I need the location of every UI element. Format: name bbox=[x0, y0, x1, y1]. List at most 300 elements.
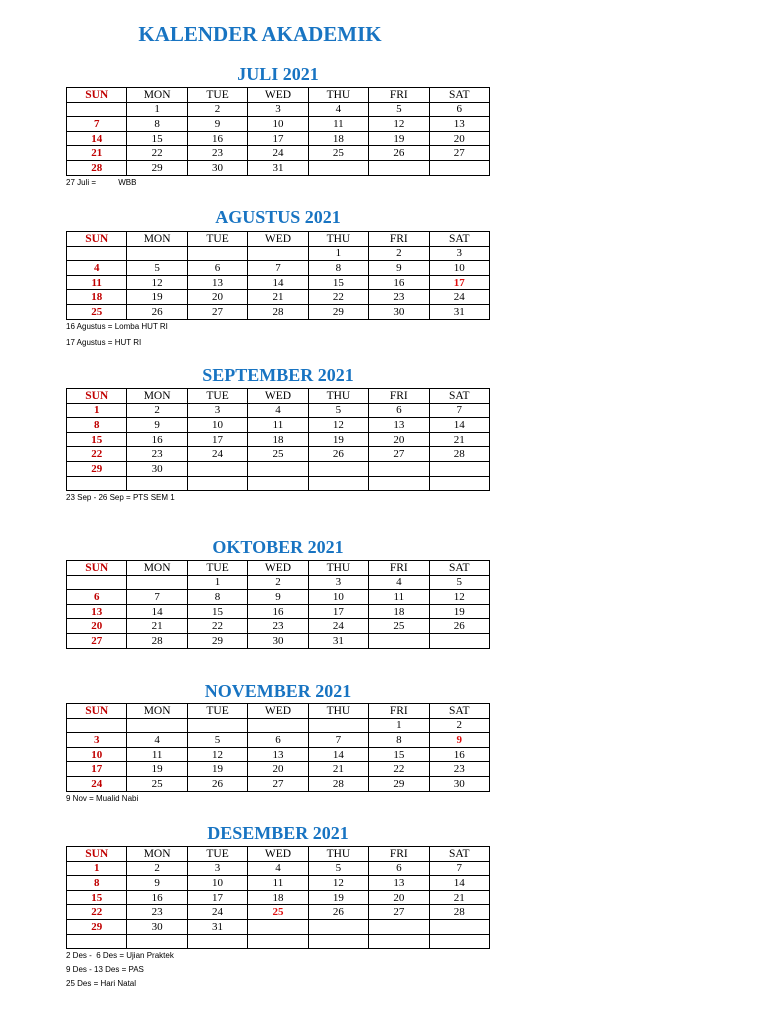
date-cell: 5 bbox=[308, 861, 368, 876]
weekday-mon: MON bbox=[127, 847, 187, 862]
weekday-wed: WED bbox=[248, 561, 308, 576]
weekday-header-row bbox=[67, 561, 490, 576]
weekday-sun: SUN bbox=[67, 847, 127, 862]
date-cell: 28 bbox=[429, 905, 489, 920]
weekday-sat: SAT bbox=[429, 232, 489, 247]
date-cell: 13 bbox=[248, 747, 308, 762]
date-cell: 26 bbox=[308, 905, 368, 920]
date-cell: 16 bbox=[429, 747, 489, 762]
date-cell bbox=[429, 633, 489, 648]
date-cell: 16 bbox=[127, 890, 187, 905]
date-cell: 23 bbox=[248, 619, 308, 634]
date-cell: 31 bbox=[248, 160, 308, 175]
week-row bbox=[67, 905, 490, 920]
date-cell: 22 bbox=[67, 447, 127, 462]
date-cell: 31 bbox=[187, 919, 247, 934]
week-row bbox=[67, 575, 490, 590]
date-cell: 1 bbox=[127, 102, 187, 117]
weekday-tue: TUE bbox=[187, 88, 247, 103]
weekday-sat: SAT bbox=[429, 88, 489, 103]
date-cell: 24 bbox=[187, 447, 247, 462]
date-cell: 30 bbox=[187, 160, 247, 175]
week-row bbox=[67, 304, 490, 319]
weekday-tue: TUE bbox=[187, 847, 247, 862]
date-cell: 28 bbox=[248, 304, 308, 319]
date-cell: 21 bbox=[67, 146, 127, 161]
date-cell bbox=[429, 461, 489, 476]
weekday-fri: FRI bbox=[369, 88, 429, 103]
weekday-thu: THU bbox=[308, 232, 368, 247]
date-cell bbox=[369, 934, 429, 949]
date-cell: 1 bbox=[67, 861, 127, 876]
date-cell: 4 bbox=[369, 575, 429, 590]
date-cell bbox=[369, 461, 429, 476]
date-cell: 3 bbox=[67, 733, 127, 748]
date-cell: 28 bbox=[429, 447, 489, 462]
date-cell: 24 bbox=[429, 290, 489, 305]
date-cell: 14 bbox=[67, 131, 127, 146]
date-cell: 2 bbox=[127, 861, 187, 876]
weekday-sat: SAT bbox=[429, 847, 489, 862]
date-cell: 20 bbox=[369, 890, 429, 905]
date-cell: 30 bbox=[369, 304, 429, 319]
date-cell: 5 bbox=[369, 102, 429, 117]
date-cell: 3 bbox=[187, 403, 247, 418]
date-cell: 30 bbox=[248, 633, 308, 648]
date-cell: 28 bbox=[308, 776, 368, 791]
date-cell: 20 bbox=[429, 131, 489, 146]
date-cell bbox=[369, 633, 429, 648]
week-row bbox=[67, 246, 490, 261]
date-cell: 7 bbox=[429, 861, 489, 876]
date-cell bbox=[67, 102, 127, 117]
week-row bbox=[67, 476, 490, 491]
date-cell: 27 bbox=[429, 146, 489, 161]
date-cell: 3 bbox=[248, 102, 308, 117]
weekday-wed: WED bbox=[248, 704, 308, 719]
date-cell: 4 bbox=[248, 861, 308, 876]
date-cell: 15 bbox=[127, 131, 187, 146]
date-cell bbox=[187, 461, 247, 476]
weekday-thu: THU bbox=[308, 847, 368, 862]
weekday-header-row bbox=[67, 88, 490, 103]
weekday-sun: SUN bbox=[67, 232, 127, 247]
date-cell: 16 bbox=[248, 604, 308, 619]
weekday-mon: MON bbox=[127, 88, 187, 103]
date-cell: 6 bbox=[248, 733, 308, 748]
week-row bbox=[67, 146, 490, 161]
date-cell: 5 bbox=[429, 575, 489, 590]
calendar-table-oktober bbox=[66, 560, 490, 649]
date-cell: 19 bbox=[369, 131, 429, 146]
event-note: 27 Juli = WBB bbox=[66, 178, 137, 187]
week-row bbox=[67, 762, 490, 777]
date-cell: 8 bbox=[187, 590, 247, 605]
date-cell: 17 bbox=[187, 890, 247, 905]
date-cell: 7 bbox=[67, 117, 127, 132]
date-cell bbox=[187, 934, 247, 949]
date-cell bbox=[308, 718, 368, 733]
date-cell: 22 bbox=[127, 146, 187, 161]
date-cell: 10 bbox=[308, 590, 368, 605]
date-cell bbox=[187, 718, 247, 733]
date-cell: 9 bbox=[127, 876, 187, 891]
date-cell: 17 bbox=[248, 131, 308, 146]
date-cell bbox=[429, 160, 489, 175]
date-cell: 15 bbox=[369, 747, 429, 762]
date-cell: 22 bbox=[67, 905, 127, 920]
weekday-mon: MON bbox=[127, 561, 187, 576]
date-cell: 26 bbox=[187, 776, 247, 791]
date-cell: 11 bbox=[127, 747, 187, 762]
date-cell: 12 bbox=[369, 117, 429, 132]
date-cell: 18 bbox=[369, 604, 429, 619]
date-cell: 20 bbox=[369, 432, 429, 447]
week-row bbox=[67, 733, 490, 748]
date-cell: 18 bbox=[248, 432, 308, 447]
date-cell: 27 bbox=[187, 304, 247, 319]
date-cell: 30 bbox=[127, 919, 187, 934]
date-cell bbox=[187, 246, 247, 261]
weekday-wed: WED bbox=[248, 389, 308, 404]
date-cell: 12 bbox=[308, 418, 368, 433]
weekday-thu: THU bbox=[308, 389, 368, 404]
date-cell: 6 bbox=[369, 403, 429, 418]
date-cell: 19 bbox=[308, 432, 368, 447]
weekday-mon: MON bbox=[127, 704, 187, 719]
date-cell: 19 bbox=[127, 290, 187, 305]
date-cell: 17 bbox=[308, 604, 368, 619]
weekday-header-row bbox=[67, 704, 490, 719]
date-cell: 9 bbox=[369, 261, 429, 276]
date-cell: 26 bbox=[429, 619, 489, 634]
month-title-juli: JULI 2021 bbox=[237, 64, 319, 84]
event-note: 9 Nov = Mualid Nabi bbox=[66, 794, 139, 803]
week-row bbox=[67, 633, 490, 648]
weekday-mon: MON bbox=[127, 232, 187, 247]
date-cell: 19 bbox=[308, 890, 368, 905]
date-cell bbox=[67, 476, 127, 491]
date-cell: 5 bbox=[127, 261, 187, 276]
date-cell bbox=[308, 476, 368, 491]
date-cell: 23 bbox=[127, 447, 187, 462]
weekday-tue: TUE bbox=[187, 704, 247, 719]
weekday-fri: FRI bbox=[369, 232, 429, 247]
date-cell: 11 bbox=[67, 275, 127, 290]
date-cell: 26 bbox=[127, 304, 187, 319]
weekday-wed: WED bbox=[248, 88, 308, 103]
date-cell: 28 bbox=[67, 160, 127, 175]
date-cell: 28 bbox=[127, 633, 187, 648]
weekday-sun: SUN bbox=[67, 704, 127, 719]
date-cell: 11 bbox=[248, 876, 308, 891]
date-cell bbox=[429, 919, 489, 934]
date-cell: 10 bbox=[187, 418, 247, 433]
calendar-table-juli bbox=[66, 87, 490, 176]
date-cell: 17 bbox=[67, 762, 127, 777]
date-cell: 13 bbox=[429, 117, 489, 132]
date-cell: 5 bbox=[308, 403, 368, 418]
week-row bbox=[67, 117, 490, 132]
date-cell bbox=[67, 575, 127, 590]
event-note: 16 Agustus = Lomba HUT RI bbox=[66, 322, 168, 331]
calendar-table-agustus bbox=[66, 231, 490, 320]
week-row bbox=[67, 290, 490, 305]
week-row bbox=[67, 131, 490, 146]
date-cell: 7 bbox=[429, 403, 489, 418]
date-cell: 5 bbox=[187, 733, 247, 748]
date-cell: 16 bbox=[369, 275, 429, 290]
date-cell: 8 bbox=[127, 117, 187, 132]
date-cell bbox=[429, 934, 489, 949]
date-cell: 18 bbox=[248, 890, 308, 905]
date-cell bbox=[67, 934, 127, 949]
date-cell: 25 bbox=[67, 304, 127, 319]
date-cell: 20 bbox=[67, 619, 127, 634]
weekday-thu: THU bbox=[308, 561, 368, 576]
date-cell: 9 bbox=[127, 418, 187, 433]
date-cell: 25 bbox=[248, 447, 308, 462]
weekday-wed: WED bbox=[248, 847, 308, 862]
weekday-fri: FRI bbox=[369, 561, 429, 576]
date-cell: 21 bbox=[429, 432, 489, 447]
date-cell: 29 bbox=[308, 304, 368, 319]
date-cell: 9 bbox=[248, 590, 308, 605]
week-row bbox=[67, 776, 490, 791]
date-cell: 15 bbox=[67, 432, 127, 447]
date-cell: 27 bbox=[248, 776, 308, 791]
date-cell: 6 bbox=[187, 261, 247, 276]
date-cell: 13 bbox=[369, 418, 429, 433]
date-cell: 2 bbox=[248, 575, 308, 590]
date-cell: 11 bbox=[369, 590, 429, 605]
date-cell: 27 bbox=[369, 447, 429, 462]
date-cell: 29 bbox=[67, 919, 127, 934]
date-cell: 10 bbox=[67, 747, 127, 762]
date-cell: 12 bbox=[187, 747, 247, 762]
date-cell: 14 bbox=[429, 876, 489, 891]
week-row bbox=[67, 102, 490, 117]
date-cell bbox=[429, 476, 489, 491]
date-cell: 13 bbox=[369, 876, 429, 891]
date-cell: 30 bbox=[429, 776, 489, 791]
weekday-thu: THU bbox=[308, 704, 368, 719]
date-cell bbox=[369, 476, 429, 491]
date-cell: 8 bbox=[369, 733, 429, 748]
date-cell: 7 bbox=[248, 261, 308, 276]
date-cell bbox=[248, 246, 308, 261]
weekday-tue: TUE bbox=[187, 232, 247, 247]
event-note: 9 Des - 13 Des = PAS bbox=[66, 965, 144, 974]
week-row bbox=[67, 718, 490, 733]
date-cell bbox=[127, 575, 187, 590]
date-cell: 25 bbox=[127, 776, 187, 791]
date-cell: 12 bbox=[127, 275, 187, 290]
date-cell: 26 bbox=[369, 146, 429, 161]
date-cell: 14 bbox=[308, 747, 368, 762]
date-cell: 1 bbox=[308, 246, 368, 261]
calendar-table-september bbox=[66, 388, 490, 491]
week-row bbox=[67, 934, 490, 949]
date-cell bbox=[187, 476, 247, 491]
date-cell: 24 bbox=[67, 776, 127, 791]
holiday-date-cell: 17 bbox=[429, 275, 489, 290]
date-cell: 8 bbox=[308, 261, 368, 276]
date-cell: 10 bbox=[248, 117, 308, 132]
date-cell: 15 bbox=[308, 275, 368, 290]
date-cell: 26 bbox=[308, 447, 368, 462]
holiday-date-cell: 9 bbox=[429, 733, 489, 748]
date-cell: 6 bbox=[429, 102, 489, 117]
week-row bbox=[67, 604, 490, 619]
month-title-november: NOVEMBER 2021 bbox=[204, 681, 352, 701]
date-cell: 4 bbox=[127, 733, 187, 748]
date-cell bbox=[127, 246, 187, 261]
date-cell: 23 bbox=[127, 905, 187, 920]
date-cell bbox=[369, 919, 429, 934]
date-cell: 14 bbox=[127, 604, 187, 619]
date-cell: 18 bbox=[67, 290, 127, 305]
date-cell: 22 bbox=[308, 290, 368, 305]
date-cell: 3 bbox=[308, 575, 368, 590]
date-cell: 2 bbox=[187, 102, 247, 117]
week-row bbox=[67, 890, 490, 905]
date-cell: 25 bbox=[308, 146, 368, 161]
date-cell: 2 bbox=[429, 718, 489, 733]
date-cell: 8 bbox=[67, 876, 127, 891]
date-cell: 15 bbox=[67, 890, 127, 905]
week-row bbox=[67, 919, 490, 934]
date-cell: 8 bbox=[67, 418, 127, 433]
date-cell: 21 bbox=[429, 890, 489, 905]
event-note: 23 Sep - 26 Sep = PTS SEM 1 bbox=[66, 493, 175, 502]
weekday-thu: THU bbox=[308, 88, 368, 103]
date-cell: 12 bbox=[429, 590, 489, 605]
date-cell: 16 bbox=[187, 131, 247, 146]
weekday-sat: SAT bbox=[429, 561, 489, 576]
date-cell bbox=[248, 476, 308, 491]
date-cell: 29 bbox=[369, 776, 429, 791]
date-cell bbox=[308, 934, 368, 949]
date-cell: 7 bbox=[127, 590, 187, 605]
date-cell: 4 bbox=[67, 261, 127, 276]
month-title-agustus: AGUSTUS 2021 bbox=[215, 207, 341, 227]
week-row bbox=[67, 275, 490, 290]
date-cell: 21 bbox=[248, 290, 308, 305]
main-title: KALENDER AKADEMIK bbox=[138, 22, 382, 46]
date-cell: 1 bbox=[369, 718, 429, 733]
date-cell: 10 bbox=[187, 876, 247, 891]
date-cell: 20 bbox=[187, 290, 247, 305]
date-cell: 11 bbox=[248, 418, 308, 433]
weekday-header-row bbox=[67, 389, 490, 404]
date-cell: 20 bbox=[248, 762, 308, 777]
date-cell: 23 bbox=[429, 762, 489, 777]
date-cell: 14 bbox=[429, 418, 489, 433]
date-cell bbox=[248, 718, 308, 733]
date-cell: 22 bbox=[187, 619, 247, 634]
date-cell: 19 bbox=[429, 604, 489, 619]
weekday-mon: MON bbox=[127, 389, 187, 404]
date-cell: 2 bbox=[369, 246, 429, 261]
date-cell bbox=[248, 461, 308, 476]
date-cell: 29 bbox=[187, 633, 247, 648]
date-cell: 4 bbox=[248, 403, 308, 418]
weekday-sat: SAT bbox=[429, 389, 489, 404]
date-cell: 24 bbox=[308, 619, 368, 634]
week-row bbox=[67, 876, 490, 891]
date-cell: 22 bbox=[369, 762, 429, 777]
date-cell bbox=[67, 246, 127, 261]
date-cell bbox=[308, 461, 368, 476]
date-cell: 12 bbox=[308, 876, 368, 891]
date-cell: 25 bbox=[369, 619, 429, 634]
weekday-fri: FRI bbox=[369, 704, 429, 719]
week-row bbox=[67, 418, 490, 433]
date-cell: 6 bbox=[67, 590, 127, 605]
holiday-date-cell: 25 bbox=[248, 905, 308, 920]
weekday-tue: TUE bbox=[187, 389, 247, 404]
weekday-sat: SAT bbox=[429, 704, 489, 719]
week-row bbox=[67, 747, 490, 762]
date-cell bbox=[369, 160, 429, 175]
date-cell: 24 bbox=[248, 146, 308, 161]
month-title-desember: DESEMBER 2021 bbox=[207, 823, 349, 843]
date-cell: 18 bbox=[308, 131, 368, 146]
date-cell bbox=[248, 919, 308, 934]
date-cell: 13 bbox=[187, 275, 247, 290]
date-cell: 15 bbox=[187, 604, 247, 619]
date-cell: 19 bbox=[187, 762, 247, 777]
month-title-september: SEPTEMBER 2021 bbox=[202, 365, 354, 385]
month-title-oktober: OKTOBER 2021 bbox=[212, 537, 344, 557]
date-cell: 1 bbox=[67, 403, 127, 418]
date-cell: 10 bbox=[429, 261, 489, 276]
date-cell: 9 bbox=[187, 117, 247, 132]
date-cell: 11 bbox=[308, 117, 368, 132]
date-cell: 23 bbox=[369, 290, 429, 305]
date-cell: 24 bbox=[187, 905, 247, 920]
weekday-header-row bbox=[67, 847, 490, 862]
date-cell bbox=[308, 160, 368, 175]
weekday-wed: WED bbox=[248, 232, 308, 247]
weekday-sun: SUN bbox=[67, 561, 127, 576]
week-row bbox=[67, 403, 490, 418]
date-cell: 16 bbox=[127, 432, 187, 447]
weekday-tue: TUE bbox=[187, 561, 247, 576]
weekday-fri: FRI bbox=[369, 389, 429, 404]
date-cell: 2 bbox=[127, 403, 187, 418]
date-cell bbox=[67, 718, 127, 733]
date-cell bbox=[308, 919, 368, 934]
date-cell: 30 bbox=[127, 461, 187, 476]
date-cell: 29 bbox=[127, 160, 187, 175]
week-row bbox=[67, 160, 490, 175]
date-cell: 14 bbox=[248, 275, 308, 290]
weekday-fri: FRI bbox=[369, 847, 429, 862]
week-row bbox=[67, 590, 490, 605]
week-row bbox=[67, 447, 490, 462]
week-row bbox=[67, 619, 490, 634]
date-cell bbox=[127, 718, 187, 733]
date-cell: 29 bbox=[67, 461, 127, 476]
date-cell: 7 bbox=[308, 733, 368, 748]
date-cell: 19 bbox=[127, 762, 187, 777]
date-cell: 3 bbox=[429, 246, 489, 261]
date-cell: 6 bbox=[369, 861, 429, 876]
weekday-header-row bbox=[67, 232, 490, 247]
date-cell: 13 bbox=[67, 604, 127, 619]
